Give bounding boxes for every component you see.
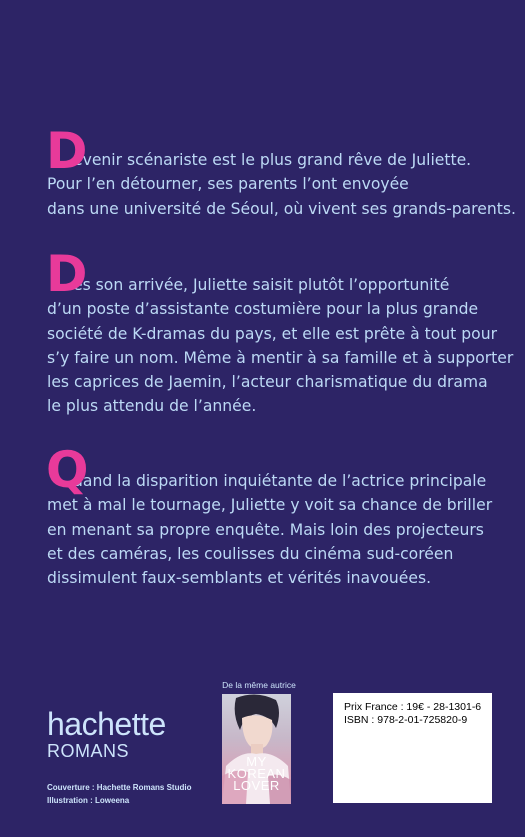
publisher-imprint: ROMANS [47,741,130,761]
blurb-paragraph-2 [46,245,514,419]
blurb-line: ès son arrivée, Juliette saisit plutôt l’opportunité [73,276,450,294]
publisher-logo [47,707,166,761]
credits [47,781,191,807]
blurb-line: evenir scénariste est le plus grand rêve de Juliette. [73,151,472,169]
isbn-line: ISBN : 978-2-01-725820-9 [344,714,468,726]
same-author-label: De la même autrice [222,680,296,690]
blurb-line: société de K-dramas du pays, et elle est prête à tout pour [47,324,497,343]
blurb-line: en menant sa propre enquête. Mais loin des projecteurs [47,520,484,539]
publisher-name: hachette [47,706,166,742]
related-book-title-line: KOREAN [227,766,286,781]
drop-cap: Q [46,441,89,499]
blurb-line: dissimulent faux-semblants et vérités inavouées. [47,569,432,588]
illustration-credit: Illustration : Loweena [47,796,130,805]
blurb-line: et des caméras, les coulisses du cinéma sud-coréen [47,544,454,563]
drop-cap: D [46,122,88,180]
price-isbn-box [333,693,492,803]
cover-credit: Couverture : Hachette Romans Studio [47,783,192,792]
blurb-line: s’y faire un nom. Même à mentir à sa famille et à supporter [47,348,514,367]
drop-cap: D [46,245,88,303]
blurb-line: met à mal le tournage, Juliette y voit sa chance de briller [47,496,493,515]
price-line: Prix France : 19€ - 28-1301-6 [344,701,482,713]
related-book-cover [222,694,291,804]
blurb-line: le plus attendu de l’année. [47,397,257,416]
blurb-paragraph-3 [46,441,493,590]
related-book-title-line: MY [246,754,267,769]
blurb-line: d’un poste d’assistante costumière pour la plus grande [47,300,479,319]
blurb-line: uand la disparition inquiétante de l’actrice principale [73,472,487,490]
blurb-line: Pour l’en détourner, ses parents l’ont envoyée [47,175,409,194]
related-book-title-line: LOVER [233,778,280,793]
blurb-paragraph-1 [46,122,516,221]
blurb-line: les caprices de Jaemin, l’acteur charismatique du drama [47,373,488,392]
blurb-line: dans une université de Séoul, où vivent ses grands-parents. [47,199,516,218]
